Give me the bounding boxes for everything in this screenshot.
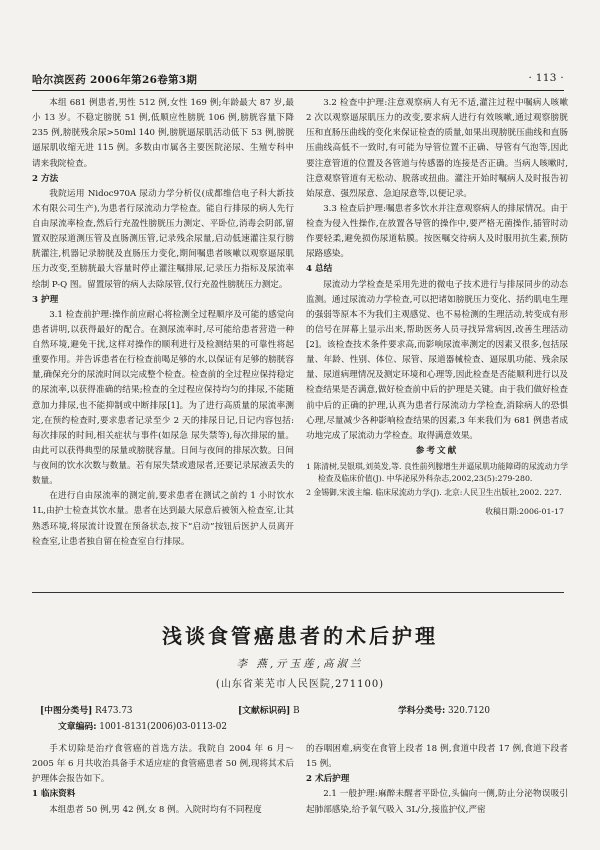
clc-number: [40, 703, 133, 716]
clc-value: R473.73: [95, 706, 133, 716]
journal-issue: 哈尔滨医药 2006年第26卷第3期: [32, 74, 198, 86]
article-title: 浅谈食管癌患者的术后护理: [162, 624, 438, 648]
clc-label: [中图分类号]: [40, 706, 93, 716]
article-id-label: 文章编码:: [58, 722, 97, 732]
section-heading: 1 临床资料: [32, 789, 76, 800]
article-id-value: 1001-8131(2006)03-0113-02: [99, 722, 227, 732]
article-right-column: [306, 742, 568, 818]
left-column: [32, 96, 294, 550]
paragraph: 的吞咽困难,病变在食管上段者 18 例,食道中段者 17 例,食道下段者 15 例。: [306, 744, 568, 770]
subject-classification: [398, 703, 490, 716]
paragraph: 本组患者 50 例,男 42 例,女 8 例。入院时均有不同程度: [49, 804, 262, 815]
article-divider: [32, 592, 564, 593]
section-heading: 3 护理: [32, 294, 59, 305]
paragraph: 3.2 检查中护理:注意观察病人有无不适,灌注过程中嘱病人咳嗽 2 次以观察逼尿肌压力的改变,要求病人进行有效咳嗽,通过观察膀胱压和直肠压曲线的变化来保证检查的质量,如果出现膀胱压曲线和直肠压曲线高低不一致时,有可能为导管位置不正确、导管有气泡等,因此要注意管道的位置及各管道与传感器的连接是否正确。当病人咳嗽时,注意观察管道有无松动、脱落或扭曲。灌注开始时嘱病人及时报告初始尿意、强烈尿意、急迫尿意等,以便记录。: [306, 98, 568, 199]
section-heading: 2 术后护理: [306, 774, 350, 785]
page-number: · 113 ·: [528, 72, 564, 84]
paragraph: 我院运用 Nidoc970A 尿动力学分析仪(成都维信电子科大新技术有限公司生产),为患者行尿流动力学检查。能自行排尿的病人先行自由尿流率检查,然后行充盈性膀胱压力测定、平卧位,消毒会阴部,留置双腔尿道测压管及直肠测压管,记录残余尿量,启动低速灌注泵行膀胱灌注,机器记录膀胱及直肠压力变化,期间嘱患者咳嗽以观察逼尿肌压力改变,至膀胱最大容量时停止灌注嘱排尿,记录压力指标及尿流率绘制 P-Q 图。留置尿管的病人去除尿管,仅行充盈性膀胱压力测定。: [32, 188, 294, 290]
reference-item: 2 金锡御,宋波主编. 临床尿流动力学(J). 北京:人民卫生出版社,2002. 227.: [306, 487, 562, 497]
reference-item: 1 陈清树,吴银琪,刘英发,等. 良性前列腺增生并逼尿肌功能障碍的尿流动力学检查及临床价值(J). 中华泌尿外科杂志,2002,23(5):279-280.: [306, 462, 568, 484]
paragraph: 3.1 检查前护理:操作前应耐心将检测全过程顺序及可能的感觉向患者讲明,以获得最好的配合。在测尿流率时,尽可能给患者营造一种自然环境,避免干扰,这样对操作的顺利进行及检测结果的可靠性将起重要作用。并告诉患者在行检查前喝足够的水,以保证有足够的膀胱容量,确保充分的尿流时间以完成整个检查。检查前的全过程应保持稳定的尿流率,以获得准确的结果;检查的全过程应保持均匀的排尿,不能随意加力排尿,也不能抑制或中断排尿[1]。为了进行高质量的尿流率测定,在预约检查时,要求患者记录至少 2 天的排尿日记,日记内容包括:每次排尿的时间,相关症状与事件(如尿急 尿失禁等),每次排尿的量。由此可以获得典型的尿量或膀胱容量。日间与夜间的排尿次数。日间与夜间的饮水次数与数量。若有尿失禁或遗尿者,还要记录尿液丢失的数量。: [32, 309, 294, 487]
right-column: [306, 96, 568, 519]
article-left-column: [32, 742, 294, 818]
paragraph: 本组 681 例患者,男性 512 例,女性 169 例;年龄最大 87 岁,最小 13 岁。不稳定膀胱 51 例,低顺应性膀胱 106 例,膀胱容量下降 235 例,膀胱残余尿>50ml 140 例,膀胱逼尿肌活动低下 53 例,膀胱逼尿肌收缩无进 115 例。多数由市属各主要医院泌尿、生殖专科申请来我院检查。: [32, 98, 294, 169]
paragraph: 3.3 检查后护理:嘱患者多饮水并注意观察病人的排尿情况。由于检查为侵入性操作,在放置各导管的操作中,要严格无菌操作,插管时动作要轻柔,避免损伤尿道粘膜。按医嘱交待病人及时服用抗生素,预防尿路感染。: [306, 203, 568, 260]
paragraph: 2.1 一般护理:麻醉未醒者平卧位,头偏向一侧,防止分泌物误吸引起肺部感染,给予氧气吸入 3L/分,接监护仪,严密: [306, 789, 568, 815]
subject-label: 学科分类号:: [398, 706, 446, 716]
author-affiliation: (山东省莱芜市人民医院,271100): [215, 679, 385, 690]
reference-list: [306, 461, 568, 499]
paragraph: 尿流动力学检查是采用先进的微电子技术进行与排尿同步的动态监测。通过尿流动力学检查,可以把诸如膀胱压力变化、括约肌电生理的强弱等原本不为我们主观感觉、也不易检测的生理活动,转变成有形的信号在屏幕上显示出来,帮助医务人员寻找异常病因,改善生理活动[2]。该检查技术条件要求高,而影响尿流率测定的因素又很多,包括尿量、年龄、性别、体位、尿管、尿道器械检查、逼尿肌功能、残余尿量、尿道病理情况及测定环境和心理等,因此检查是否能顺利进行以及检查结果是否满意,做好检查前中后的护理是关键。由于我们做好检查前中后的正确的护理,认真为患者行尿流动力学检查,消除病人的恐惧心理,尽量减少各种影响检查结果的因素,3 年来我们为 681 例患者成功地完成了尿流动力学检查。取得满意效果。: [306, 279, 568, 441]
section-heading: 2 方法: [32, 173, 59, 184]
subject-value: 320.7120: [448, 706, 491, 716]
references-heading: 参考文献: [415, 445, 459, 456]
document-code-value: B: [293, 706, 300, 716]
document-code: [238, 703, 300, 716]
running-header: [32, 72, 564, 88]
document-code-label: [文献标识码]: [238, 706, 291, 716]
article-id: [58, 719, 227, 732]
paragraph: 在进行自由尿流率的测定前,要求患者在测试之前约 1 小时饮水 1L,由护士检查其饮水量。患者在达到最大尿意后被领入检查室,让其熟悉环境,将尿流计设置在预备状态,按下“启动”按钮后医护人员离开检查室,让患者独自留在检查室自行排尿。: [32, 491, 294, 547]
header-rule: [32, 90, 564, 91]
author-list: 李 燕,亓玉莲,高淑兰: [236, 658, 364, 670]
paragraph: 手术切除是治疗食管癌的首选方法。我院自 2004 年 6 月～2005 年 6 月共收治具备手术适应症的食管癌患者 50 例,现将其术后护理体会报告如下。: [32, 744, 294, 785]
received-date: 收稿日期:2006-01-17: [485, 507, 564, 517]
section-heading: 4 总结: [306, 264, 333, 275]
